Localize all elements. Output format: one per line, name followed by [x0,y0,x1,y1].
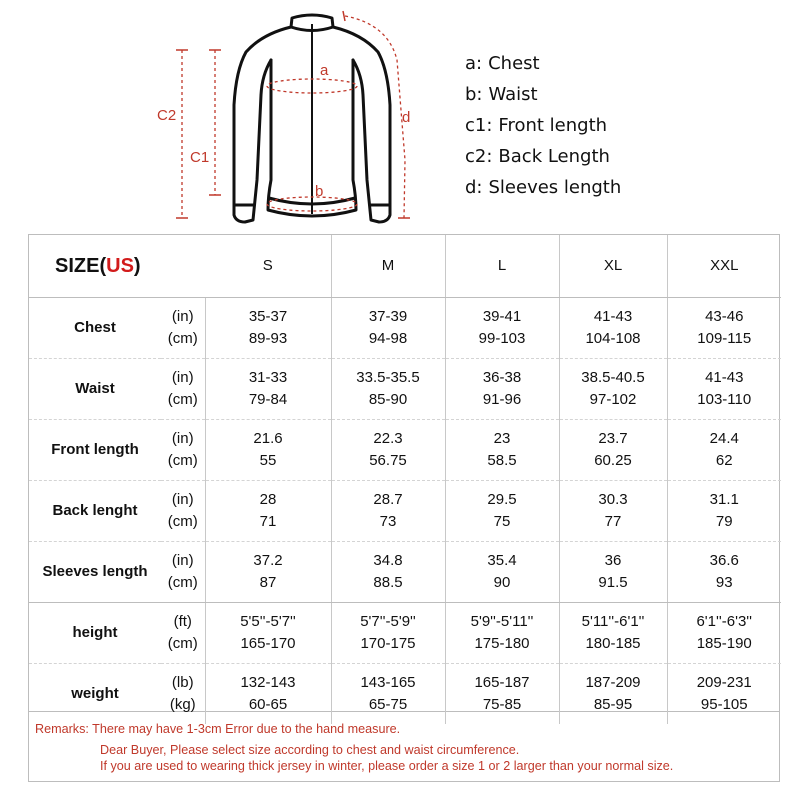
unit-label: (in) [171,308,194,325]
value-primary: 41-43 [593,308,633,325]
label-d: d [402,109,411,126]
legend-text: Waist [488,84,538,105]
unit-label: (in) [171,369,194,386]
value-primary: 187-209 [585,674,641,691]
row-units [161,420,205,481]
table-row [29,481,781,542]
unit-label: (in) [171,552,194,569]
value-secondary: 165-170 [240,635,296,652]
legend-text: Back Length [498,146,610,167]
size-header-xl: XL [559,235,667,298]
value-secondary: 75 [493,513,511,530]
value-primary: 39-41 [482,308,522,325]
value-secondary: 87 [259,574,277,591]
value-primary: 165-187 [474,674,530,691]
value-secondary: 58.5 [487,452,517,469]
value-secondary: 56.75 [369,452,407,469]
row-label: height [29,603,161,664]
unit-label: (ft) [173,613,192,630]
value-secondary: 60.25 [594,452,632,469]
unit-label: (cm) [167,513,198,530]
value-secondary: 85-90 [368,391,408,408]
value-cell [331,298,445,359]
value-primary: 36.6 [709,552,739,569]
row-label: Back lenght [29,481,161,542]
value-cell [559,542,667,603]
value-secondary: 60-65 [248,696,288,713]
value-cell [445,420,559,481]
value-primary: 34.8 [373,552,403,569]
value-primary: 36 [604,552,622,569]
unit-label: (cm) [167,330,198,347]
size-chart-table [29,235,781,724]
label-c1: C1 [190,149,210,166]
value-primary: 143-165 [360,674,416,691]
size-header-l: L [445,235,559,298]
row-label: Sleeves length [29,542,161,603]
value-secondary: 77 [604,513,622,530]
size-header-xxl: XXL [667,235,781,298]
value-cell [667,298,781,359]
value-cell [445,603,559,664]
value-primary: 30.3 [598,491,628,508]
table-row [29,298,781,359]
remark-line-2: Dear Buyer, Please select size according to chest and waist circumference. [100,743,520,757]
label-c2: C2 [157,107,177,124]
value-secondary: 71 [259,513,277,530]
value-cell [205,359,331,420]
unit-label: (cm) [167,574,198,591]
value-primary: 35.4 [487,552,517,569]
row-label: weight [71,685,119,702]
value-secondary: 79 [715,513,733,530]
row-units [161,603,205,664]
value-secondary: 62 [715,452,733,469]
value-secondary: 94-98 [368,330,408,347]
value-cell [331,481,445,542]
row-label: Waist [29,359,161,420]
jersey-measurement-diagram [0,0,800,230]
size-title: SIZE(US) [29,235,205,298]
value-primary: 5'7''-5'9'' [360,613,416,630]
value-primary: 31-33 [248,369,288,386]
value-secondary: 95-105 [700,696,748,713]
value-secondary: 88.5 [373,574,403,591]
unit-label: (kg) [169,696,196,713]
size-header-s: S [205,235,331,298]
measure-ticks [176,11,410,218]
value-secondary: 103-110 [697,391,752,408]
value-primary: 6'1''-6'3'' [696,613,753,630]
value-primary: 38.5-40.5 [581,369,645,386]
value-cell [667,603,781,664]
measurement-legend [465,48,621,203]
value-primary: 5'9''-5'11'' [470,613,534,630]
remarks-box [28,712,780,782]
value-primary: 29.5 [487,491,517,508]
legend-item-chest [465,48,621,79]
value-secondary: 185-190 [696,635,752,652]
value-cell [331,542,445,603]
row-units [161,481,205,542]
row-label: Front length [29,420,161,481]
value-primary: 21.6 [253,430,283,447]
label-b: b [315,183,324,200]
value-cell [205,481,331,542]
row-units [161,298,205,359]
value-secondary: 85-95 [593,696,633,713]
unit-label: (in) [171,491,194,508]
table-row [29,359,781,420]
value-primary: 28 [259,491,277,508]
row-label: Chest [29,298,161,359]
legend-text: Sleeves length [488,177,622,198]
value-cell [205,542,331,603]
unit-label: (lb) [171,674,194,691]
unit-label: (cm) [167,391,198,408]
value-secondary: 79-84 [248,391,288,408]
legend-item-waist [465,79,621,110]
value-cell [205,298,331,359]
value-primary: 5'11''-6'1'' [581,613,645,630]
value-cell [205,420,331,481]
value-primary: 41-43 [705,369,744,386]
value-primary: 132-143 [240,674,296,691]
legend-item-back-length [465,141,621,172]
value-secondary: 99-103 [478,330,526,347]
legend-text: Front length [498,115,608,136]
value-cell [331,359,445,420]
value-cell [667,359,781,420]
value-secondary: 93 [715,574,733,591]
value-secondary: 104-108 [585,330,641,347]
value-cell [331,420,445,481]
value-cell [559,420,667,481]
value-cell [445,542,559,603]
value-primary: 24.4 [709,430,739,447]
value-secondary: 97-102 [589,391,637,408]
value-cell [205,603,331,664]
value-secondary: 75-85 [482,696,522,713]
legend-key: d: [465,177,483,198]
value-cell [445,481,559,542]
value-secondary: 91-96 [482,391,522,408]
value-secondary: 90 [493,574,511,591]
row-units [161,359,205,420]
value-cell [667,481,781,542]
value-primary: 33.5-35.5 [356,369,420,386]
size-chart-body [29,298,781,725]
value-secondary: 175-180 [474,635,530,652]
legend-key: c2: [465,146,493,167]
value-primary: 31.1 [709,491,739,508]
value-primary: 23 [493,430,511,447]
value-cell [559,359,667,420]
table-header-row [29,235,781,298]
value-secondary: 65-75 [368,696,408,713]
value-secondary: 89-93 [248,330,288,347]
value-secondary: 170-175 [360,635,416,652]
value-primary: 43-46 [705,308,744,325]
value-primary: 5'5''-5'7'' [240,613,296,630]
legend-key: b: [465,84,483,105]
value-secondary: 55 [259,452,277,469]
value-primary: 36-38 [482,369,522,386]
value-cell [445,359,559,420]
table-row [29,542,781,603]
table-row [29,603,781,664]
value-cell [559,481,667,542]
value-cell [331,603,445,664]
unit-label: (cm) [167,452,198,469]
value-primary: 37-39 [368,308,408,325]
remark-line-3: If you are used to wearing thick jersey in winter, please order a size 1 or 2 larger than your normal size. [100,759,674,773]
value-primary: 37.2 [253,552,283,569]
remark-line-1: Remarks: There may have 1-3cm Error due to the hand measure. [35,722,401,736]
size-header-m: M [331,235,445,298]
unit-label: (cm) [167,635,198,652]
size-chart-frame [28,234,780,712]
legend-item-front-length [465,110,621,141]
legend-key: a: [465,53,483,74]
legend-text: Chest [488,53,540,74]
value-cell [667,420,781,481]
value-primary: 28.7 [373,491,403,508]
unit-label: (in) [171,430,194,447]
value-secondary: 73 [379,513,397,530]
legend-item-sleeves-length [465,172,621,203]
value-primary: 23.7 [598,430,628,447]
value-secondary: 91.5 [598,574,628,591]
value-primary: 35-37 [248,308,288,325]
value-secondary: 109-115 [697,330,752,347]
row-units [161,542,205,603]
label-a: a [320,62,329,79]
value-cell [667,542,781,603]
value-primary: 22.3 [373,430,403,447]
table-row [29,420,781,481]
value-cell [559,298,667,359]
value-cell [445,298,559,359]
value-primary: 209-231 [696,674,752,691]
value-secondary: 180-185 [585,635,641,652]
value-cell [559,603,667,664]
legend-key: c1: [465,115,493,136]
